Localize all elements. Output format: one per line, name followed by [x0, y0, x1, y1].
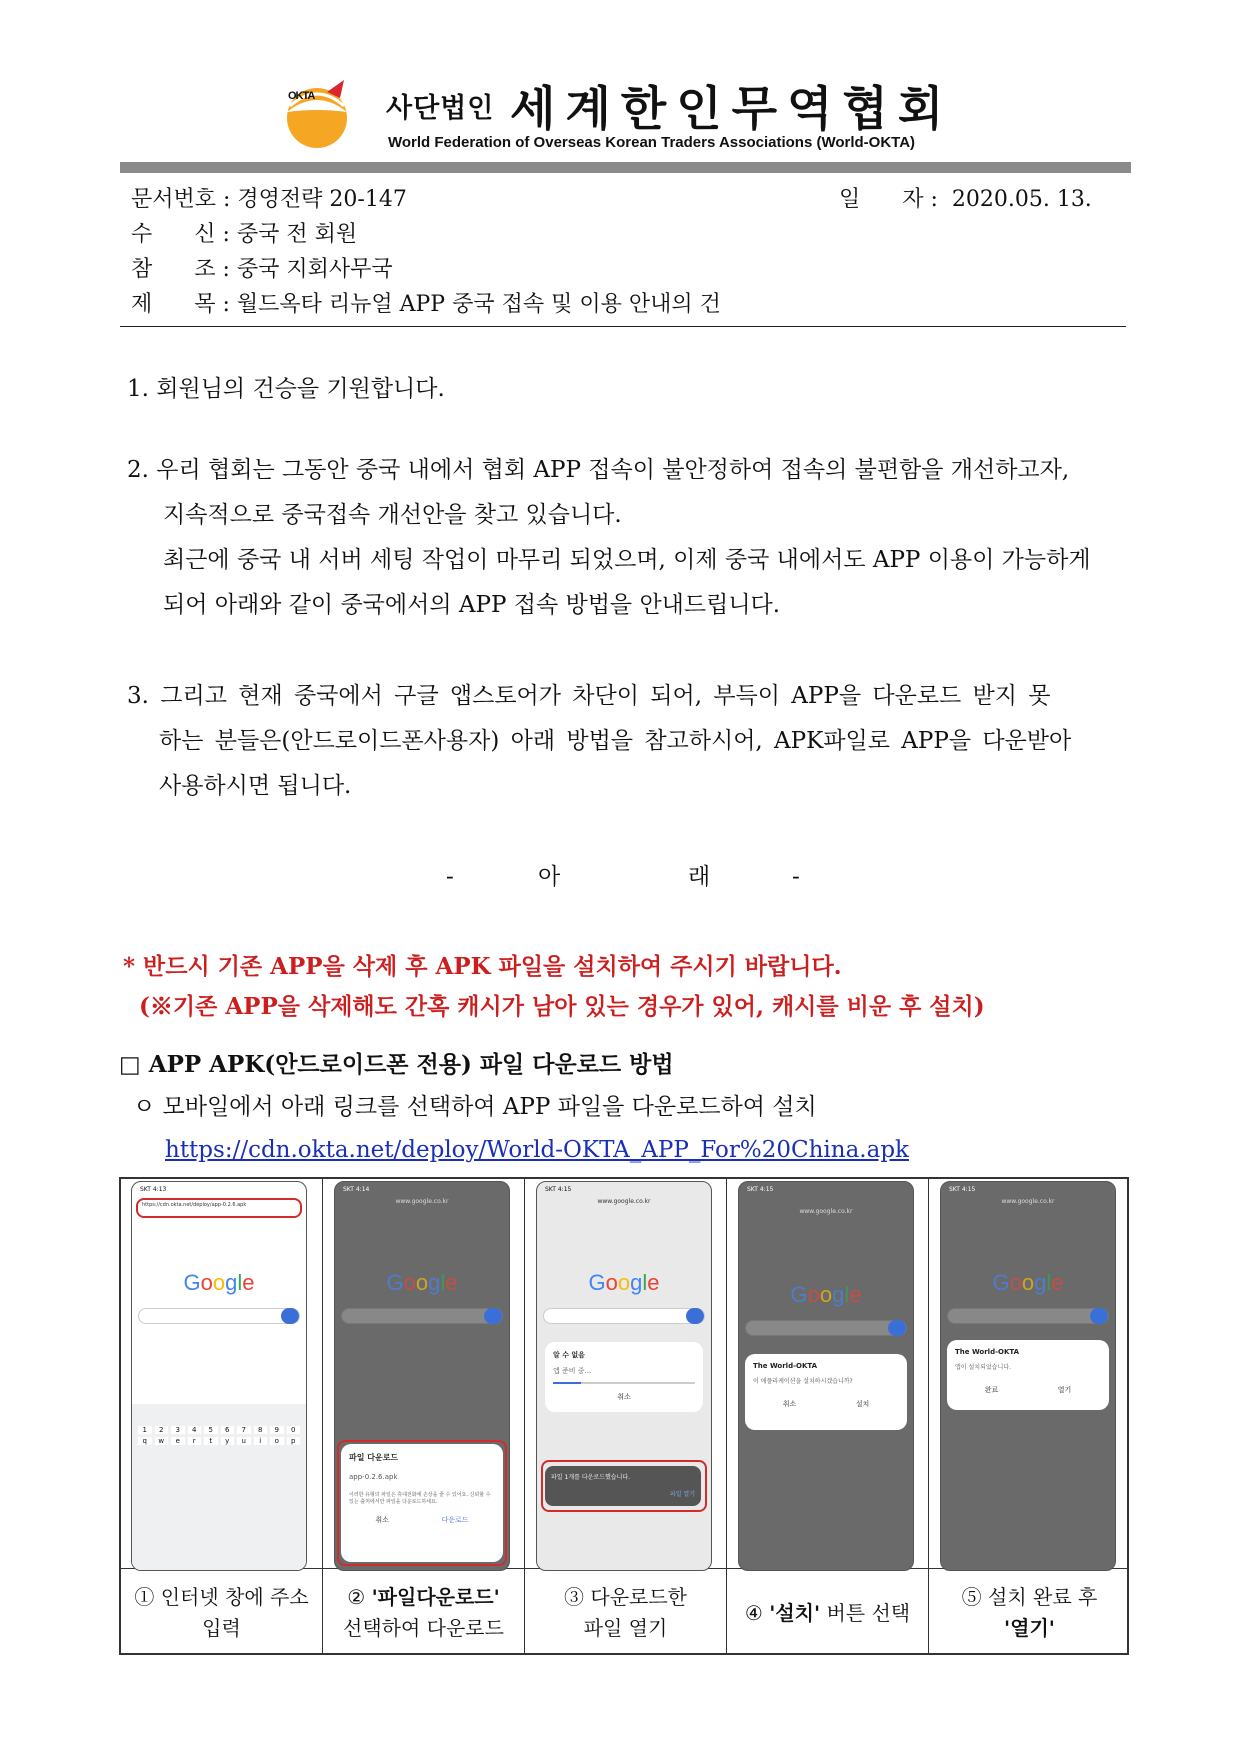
- caption-step-4: [727, 1571, 928, 1655]
- paragraph-1: 1. 회원님의 건승을 기원합니다.: [127, 376, 445, 402]
- step2-file-name: app-0.2.6.apk: [349, 1473, 398, 1481]
- paragraph-3-line-1: 3. 그리고 현재 중국에서 구글 앱스토어가 차단이 되어, 부득이 APP을 다운로드 받지 못: [127, 683, 1051, 709]
- step1-google-logo: Google: [183, 1270, 255, 1295]
- caption-1-line-1: ① 인터넷 창에 주소: [134, 1585, 309, 1609]
- step5-app-name: The World-OKTA: [955, 1348, 1020, 1356]
- step2-screenshot: SKT 4:14 www.google.co.kr Google 파일 다운로드 app-0.2.6.apk 이러한 유형의 파일은 휴대전화에 손상을 줄 수 있어요. 신뢰할 수 있는 출처에서만 파일을 다운로드하세요. 취소 다운로드: [334, 1181, 510, 1571]
- step1-keyboard: 1 2 3 4 5 6 7 8 9 0 q w e r t y u i o p: [132, 1404, 306, 1570]
- step3-screenshot: SKT 4:15 www.google.co.kr Google 알 수 없음 앱 준비 중... 취소 파일 1개를 다운로드했습니다. 파일 열기: [536, 1181, 712, 1571]
- meta-divider: [120, 326, 1126, 327]
- org-prefix: 사단법인: [386, 93, 495, 124]
- step2-file-warning: 이러한 유형의 파일은 휴대전화에 손상을 줄 수 있어요. 신뢰할 수 있는 출처에서만 파일을 다운로드하세요.: [349, 1492, 491, 1505]
- step2-google-logo: Google: [386, 1270, 458, 1295]
- paragraph-2-line-3: 최근에 중국 내 서버 세팅 작업이 마무리 되었으며, 이제 중국 내에서도 APP 이용이 가능하게: [163, 547, 1091, 573]
- caption-step-5: [929, 1571, 1130, 1655]
- doc-date: 일 자 : 2020.05. 13.: [839, 187, 1092, 212]
- step4-app-name: The World-OKTA: [753, 1362, 818, 1370]
- caption-4-rest: 버튼 선택: [820, 1600, 911, 1625]
- header-divider: [120, 162, 1131, 173]
- step5-url: www.google.co.kr: [1001, 1198, 1055, 1205]
- paragraph-2-line-2: 지속적으로 중국접속 개선안을 찾고 있습니다.: [163, 502, 622, 528]
- org-name: 세계한인무역협회: [510, 82, 954, 137]
- below-heading-rae: 래: [688, 864, 711, 890]
- step2-dialog-title: 파일 다운로드: [349, 1453, 399, 1462]
- section-item: ㅇ 모바일에서 아래 링크를 선택하여 APP 파일을 다운로드하여 설치: [133, 1094, 817, 1120]
- step3-toast-text: 파일 1개를 다운로드했습니다.: [551, 1474, 631, 1481]
- doc-number: 문서번호 : 경영전략 20-147: [131, 187, 407, 212]
- caption-step-2: [323, 1571, 524, 1655]
- paragraph-2-line-4: 되어 아래와 같이 중국에서의 APP 접속 방법을 안내드립니다.: [163, 592, 781, 618]
- caption-3-line-1: ③ 다운로드한: [564, 1585, 687, 1609]
- step4-install-question: 이 애플리케이션을 설치하시겠습니까?: [753, 1378, 853, 1385]
- step4-install-button[interactable]: 설치: [855, 1400, 870, 1408]
- caption-step-1: [121, 1571, 322, 1655]
- step3-google-logo: Google: [588, 1270, 660, 1295]
- step2-url: www.google.co.kr: [395, 1198, 449, 1205]
- notice-line-2: (※기존 APP을 삭제해도 간혹 캐시가 남아 있는 경우가 있어, 캐시를 비운 후 설치): [139, 993, 985, 1020]
- step1-screenshot: SKT 4:13 https://cdn.okta.net/deploy/app-0.2.6.apk Google 1 2 3 4 5 6 7 8 9 0 q w e r t y u i o p: [131, 1181, 307, 1571]
- caption-2-number: ②: [347, 1585, 372, 1609]
- caption-5-bold: '열기': [1004, 1616, 1055, 1640]
- step2-cancel-button[interactable]: 취소: [375, 1516, 389, 1524]
- caption-2-bold: '파일다운로드': [371, 1585, 500, 1609]
- step4-screenshot: SKT 4:15 www.google.co.kr Google The World-OKTA 이 애플리케이션을 설치하시겠습니까? 취소 설치: [738, 1181, 914, 1571]
- step5-installed-text: 앱이 설치되었습니다.: [955, 1364, 1011, 1371]
- paragraph-3-line-3: 사용하시면 됩니다.: [159, 773, 352, 799]
- step3-cancel-button[interactable]: 취소: [617, 1393, 631, 1401]
- step5-open-button[interactable]: 열기: [1057, 1386, 1072, 1394]
- steps-table: [119, 1177, 1129, 1655]
- reference: 참 조 : 중국 지회사무국: [131, 257, 393, 282]
- step4-google-logo: Google: [790, 1282, 862, 1307]
- step4-url: www.google.co.kr: [799, 1208, 853, 1215]
- below-heading-a: 아: [538, 864, 561, 890]
- below-dash-right: -: [792, 864, 800, 890]
- step3-open-file-button[interactable]: 파일 열기: [669, 1491, 695, 1498]
- caption-4-number: ④: [744, 1600, 770, 1625]
- logo-text: OKTA: [288, 90, 315, 102]
- caption-step-3: [525, 1571, 726, 1655]
- step1-url-bar: https://cdn.okta.net/deploy/app-0.2.6.apk: [142, 1202, 247, 1208]
- step4-cancel-button[interactable]: 취소: [782, 1400, 797, 1408]
- below-dash-left: -: [446, 864, 454, 890]
- step5-installed-dialog: [947, 1340, 1109, 1410]
- caption-5-line-1: ⑤ 설치 완료 후: [961, 1585, 1098, 1609]
- org-english-name: World Federation of Overseas Korean Traders Associations (World-OKTA): [388, 134, 916, 151]
- okta-logo: [282, 78, 352, 150]
- apk-download-link[interactable]: https://cdn.okta.net/deploy/World-OKTA_APP_For%20China.apk: [165, 1137, 909, 1163]
- step3-url: www.google.co.kr: [597, 1198, 651, 1205]
- step3-unknown-label: 알 수 없음: [553, 1351, 585, 1359]
- step4-install-dialog: [745, 1354, 907, 1430]
- caption-3-line-2: 파일 열기: [583, 1616, 668, 1640]
- section-title: □ APP APK(안드로이드폰 전용) 파일 다운로드 방법: [119, 1051, 674, 1078]
- paragraph-2-line-1: 2. 우리 협회는 그동안 중국 내에서 협회 APP 접속이 불안정하여 접속의 불편함을 개선하고자,: [127, 457, 1070, 483]
- step2-download-button[interactable]: 다운로드: [441, 1516, 469, 1524]
- caption-1-line-2: 입력: [202, 1616, 241, 1640]
- step5-screenshot: SKT 4:15 www.google.co.kr Google The World-OKTA 앱이 설치되었습니다. 완료 열기: [940, 1181, 1116, 1571]
- notice-line-1: * 반드시 기존 APP을 삭제 후 APK 파일을 설치하여 주시기 바랍니다.: [123, 953, 842, 980]
- paragraph-3-line-2: 하는 분들은(안드로이드폰사용자) 아래 방법을 참고하시어, APK파일로 APP을 다운받아: [159, 728, 1072, 754]
- recipient: 수 신 : 중국 전 회원: [131, 222, 358, 247]
- step5-done-button[interactable]: 완료: [984, 1386, 999, 1394]
- caption-4-bold: '설치': [769, 1600, 821, 1625]
- step3-progress-card: [545, 1342, 703, 1412]
- subject: 제 목 : 월드옥타 리뉴얼 APP 중국 접속 및 이용 안내의 건: [131, 292, 721, 317]
- caption-2-line-2: 선택하여 다운로드: [343, 1616, 504, 1640]
- step5-google-logo: Google: [992, 1270, 1064, 1295]
- step3-preparing-label: 앱 준비 중...: [553, 1367, 592, 1375]
